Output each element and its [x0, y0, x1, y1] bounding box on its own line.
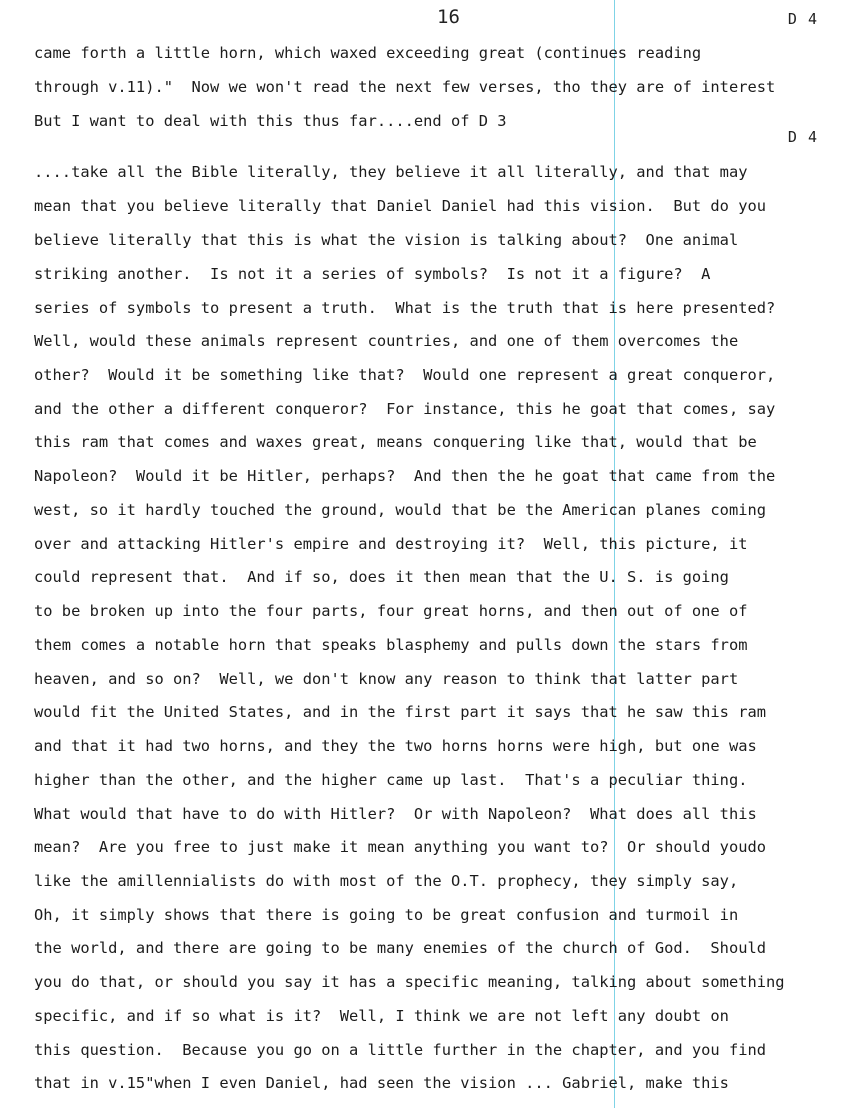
text-line: to be broken up into the four parts, four great horns, and then out of one of — [34, 602, 748, 620]
text-line: that in v.15"when I even Daniel, had seen the vision ... Gabriel, make this — [34, 1074, 729, 1092]
text-line: them comes a notable horn that speaks blasphemy and pulls down the stars from — [34, 636, 748, 654]
text-line: the world, and there are going to be many enemies of the church of God. Should — [34, 939, 767, 957]
text-line: through v.11)." Now we won't read the next few verses, tho they are of interest — [34, 78, 776, 96]
text-line: you do that, or should you say it has a specific meaning, talking about something — [34, 973, 785, 991]
text-line: mean? Are you free to just make it mean anything you want to? Or should youdo — [34, 838, 767, 856]
text-line: Napoleon? Would it be Hitler, perhaps? And then the he goat that came from the — [34, 467, 776, 485]
text-line: this ram that comes and waxes great, means conquering like that, would that be — [34, 433, 757, 451]
text-line: series of symbols to present a truth. What is the truth that is here presented? — [34, 299, 776, 317]
text-line: this question. Because you go on a little further in the chapter, and you find — [34, 1041, 767, 1059]
text-line: and that it had two horns, and they the two horns horns were high, but one was — [34, 737, 757, 755]
text-line: specific, and if so what is it? Well, I think we are not left any doubt on — [34, 1007, 729, 1025]
section-code-top: D 4 — [787, 10, 818, 28]
text-line: like the amillennialists do with most of the O.T. prophecy, they simply say, — [34, 872, 739, 890]
text-line: higher than the other, and the higher came up last. That's a peculiar thing. — [34, 771, 748, 789]
text-line: Oh, it simply shows that there is going to be great confusion and turmoil in — [34, 906, 739, 924]
text-line: Well, would these animals represent countries, and one of them overcomes the — [34, 332, 739, 350]
text-line: believe literally that this is what the vision is talking about? One animal — [34, 231, 739, 249]
text-line: and the other a different conqueror? For instance, this he goat that comes, say — [34, 400, 776, 418]
text-line: came forth a little horn, which waxed exceeding great (continues reading — [34, 44, 702, 62]
text-line: But I want to deal with this thus far....end of D 3 — [34, 112, 507, 130]
text-line: west, so it hardly touched the ground, would that be the American planes coming — [34, 501, 767, 519]
text-line: What would that have to do with Hitler? Or with Napoleon? What does all this — [34, 805, 757, 823]
page-number: 16 — [437, 6, 460, 28]
text-line: other? Would it be something like that? Would one represent a great conqueror, — [34, 366, 776, 384]
section-code-mid: D 4 — [787, 128, 818, 146]
text-line: mean that you believe literally that Daniel Daniel had this vision. But do you — [34, 197, 767, 215]
text-line: ....take all the Bible literally, they believe it all literally, and that may — [34, 163, 748, 181]
text-line: striking another. Is not it a series of symbols? Is not it a figure? A — [34, 265, 711, 283]
text-line: could represent that. And if so, does it then mean that the U. S. is going — [34, 568, 729, 586]
text-line: over and attacking Hitler's empire and destroying it? Well, this picture, it — [34, 535, 748, 553]
text-line: heaven, and so on? Well, we don't know any reason to think that latter part — [34, 670, 739, 688]
text-line: would fit the United States, and in the first part it says that he saw this ram — [34, 703, 767, 721]
